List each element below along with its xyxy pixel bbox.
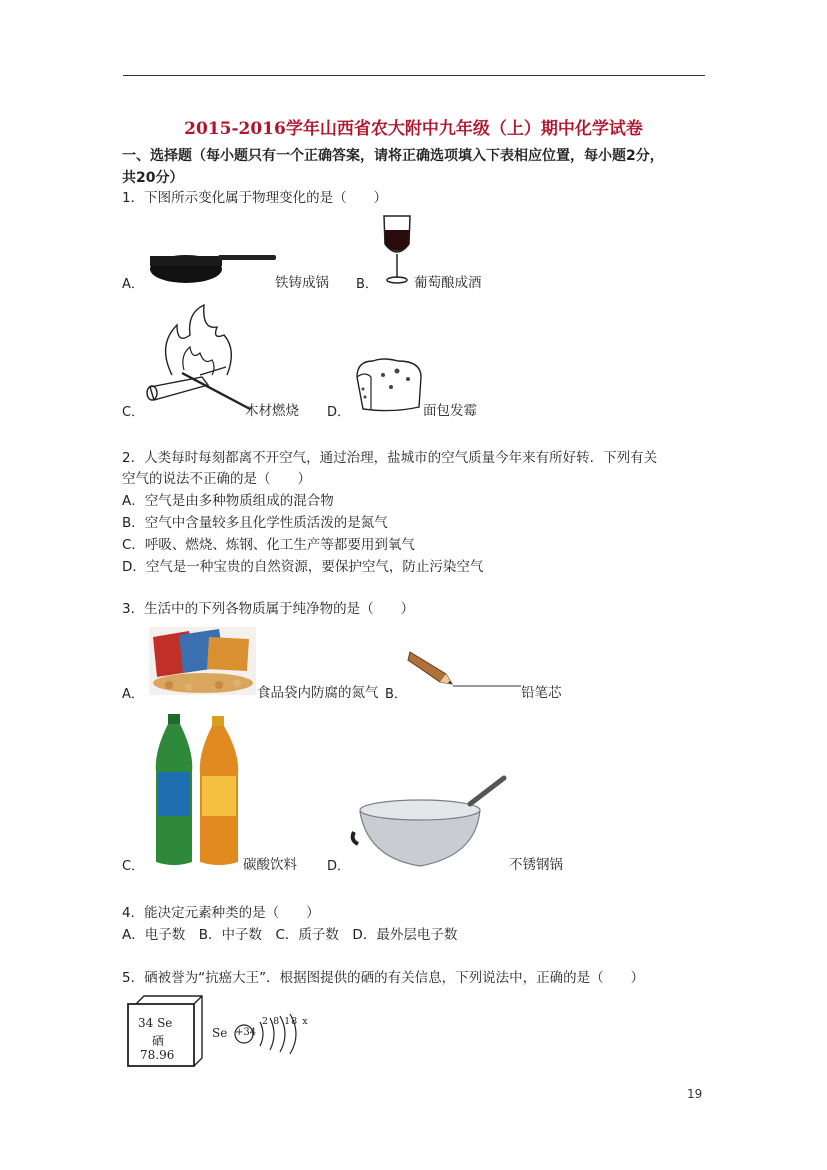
atom-symbol: Se: [212, 1026, 228, 1040]
q1-option-c-text: 木材燃烧: [245, 403, 299, 419]
element-name: 硒: [152, 1034, 165, 1048]
q3-option-c-text: 碳酸饮料: [243, 857, 297, 873]
q3-option-b-text: 铅笔芯: [521, 685, 562, 701]
q1-option-a-text: 铁铸成锅: [275, 275, 329, 291]
q2-option-d: D．空气是一种宝贵的自然资源，要保护空气，防止污染空气: [122, 559, 484, 575]
q3-option-d-letter: D．: [327, 859, 351, 874]
page-title: 2015-2016学年山西省农大附中九年级（上）期中化学试卷: [184, 119, 643, 139]
snack-bags-icon: [149, 627, 256, 695]
q3-stem: 3．生活中的下列各物质属于纯净物的是（ ）: [122, 601, 415, 617]
q4-stem: 4．能决定元素种类的是（ ）: [122, 905, 320, 921]
q3-option-d-text: 不锈钢锅: [509, 857, 563, 873]
section-heading-line2: 共20分）: [122, 170, 184, 186]
element-number-symbol: 34 Se: [138, 1016, 173, 1030]
pencil-icon: [408, 648, 523, 688]
wine-glass-icon: [382, 214, 412, 284]
selenium-atom-diagram: [212, 1014, 322, 1060]
q1-option-b-text: 葡萄酿成酒: [414, 275, 482, 291]
q1-stem: 1．下图所示变化属于物理变化的是（ ）: [122, 190, 388, 206]
burning-wood-icon: [142, 305, 252, 415]
q2-option-b: B．空气中含量较多且化学性质活泼的是氮气: [122, 515, 388, 531]
q2-stem-line1: 2．人类每时每刻都离不开空气，通过治理，盐城市的空气质量今年来有所好转．下列有关: [122, 450, 658, 466]
section-heading: [122, 145, 707, 189]
header-rule: [123, 75, 705, 76]
q4-options: A．电子数 B．中子数 C．质子数 D．最外层电子数: [122, 927, 458, 943]
q1-option-d-letter: D．: [327, 405, 351, 420]
selenium-element-box: [128, 996, 202, 1068]
q2-option-a: A．空气是由多种物质组成的混合物: [122, 493, 334, 509]
q2-option-c: C．呼吸、燃烧、炼钢、化工生产等都要用到氧气: [122, 537, 415, 553]
atom-shells: 2 8 18 x: [262, 1016, 309, 1027]
q2-stem: [122, 448, 712, 490]
q3-option-a-text: 食品袋内防腐的氮气: [257, 685, 379, 701]
q3-option-c-letter: C．: [122, 859, 145, 874]
q3-option-a-letter: A．: [122, 687, 144, 702]
q1-option-a-letter: A．: [122, 277, 144, 292]
steel-wok-icon: [350, 774, 510, 874]
moldy-bread-icon: [353, 357, 425, 417]
soda-bottles-icon: [142, 712, 252, 870]
section-heading-line1: 一、选择题（每小题只有一个正确答案，请将正确选项填入下表相应位置，每小题2分，: [122, 148, 664, 164]
page-number: 19: [687, 1087, 703, 1101]
q2-stem-line2: 空气的说法不正确的是（ ）: [122, 471, 311, 487]
element-mass: 78.96: [140, 1048, 175, 1062]
frying-pan-icon: [148, 246, 278, 286]
atom-nucleus: +34: [235, 1027, 257, 1038]
q1-option-b-letter: B．: [356, 277, 378, 292]
q3-option-b-letter: B．: [385, 687, 407, 702]
q1-option-c-letter: C．: [122, 405, 145, 420]
q5-stem: 5．硒被誉为“抗癌大王”．根据图提供的硒的有关信息，下列说法中，正确的是（ ）: [122, 970, 645, 986]
q1-option-d-text: 面包发霉: [423, 403, 477, 419]
